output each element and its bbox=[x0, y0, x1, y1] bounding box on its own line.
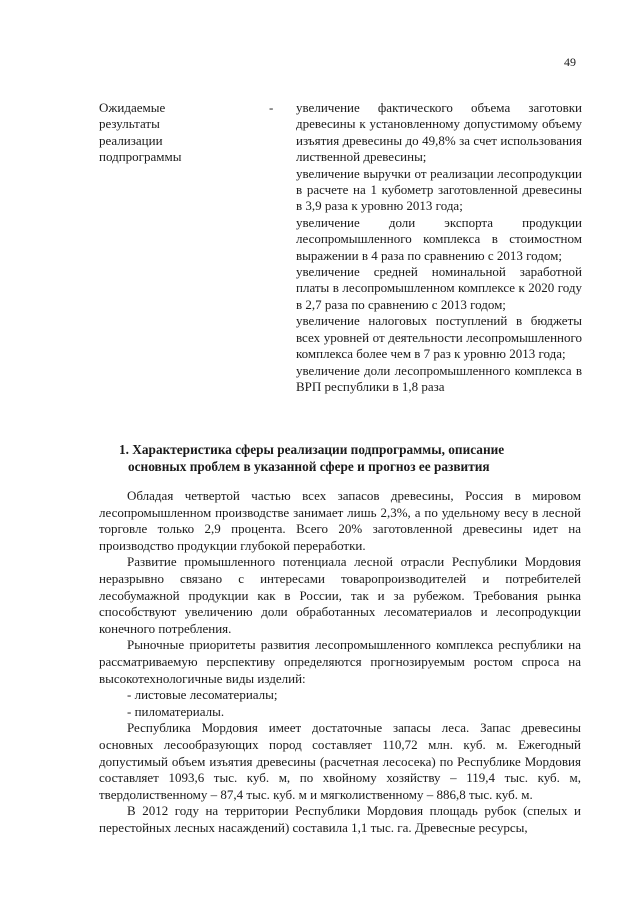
passport-result-item: увеличение средней номинальной заработной платы в лесопромышленном комплексе к 2020 году в 2,7 раза по сравнению с 2013 годом; bbox=[296, 264, 582, 312]
passport-result-item: увеличение выручки от реализации лесопродукции в расчете на 1 кубометр заготовленной древесины в 3,9 раза к уровню 2013 года; bbox=[296, 165, 582, 214]
paragraph: Обладая четвертой частью всех запасов древесины, Россия в мировом лесопромышленном производстве занимает лишь 2,3%, а по удельному весу в лесной торговле только 2,9 процента. Всего 20% заготовленной древесины идет на производство продукции глубокой переработки. bbox=[99, 488, 581, 553]
section-heading-line: основных проблем в указанной сфере и прогноз ее развития bbox=[128, 459, 490, 474]
body-text bbox=[99, 488, 581, 836]
page-number: 49 bbox=[564, 55, 576, 69]
section-heading-line: 1. Характеристика сферы реализации подпрограммы, описание bbox=[119, 442, 505, 457]
paragraph: Развитие промышленного потенциала лесной отрасли Республики Мордовия неразрывно связано с интересами товаропроизводителей и потребителей лесобумажной продукции как в России, так и за рубежом. Требования рынка способствуют увеличению доли обработанных лесоматериалов и лесопродукции конечного потребления. bbox=[99, 554, 581, 636]
passport-row-expected-results bbox=[99, 100, 582, 395]
passport-table bbox=[99, 100, 582, 395]
passport-dash: - bbox=[269, 100, 274, 115]
list-item: - пиломатериалы. bbox=[127, 703, 225, 719]
passport-label-line: реализации bbox=[99, 132, 163, 148]
passport-values bbox=[296, 100, 582, 395]
passport-result-item: увеличение доли лесопромышленного комплекса в ВРП республики в 1,8 раза bbox=[296, 362, 582, 394]
paragraph: Республика Мордовия имеет достаточные запасы леса. Запас древесины основных лесообразующих пород составляет 110,72 млн. куб. м. Ежегодный допустимый объем изъятия древесины (расчетная лесосека) по Республике Мордовия составляет 1093,6 тыс. куб. м, по хвойному хозяйству – 119,4 тыс. куб. м, твердолиственному – 87,4 тыс. куб. м и мягколиственному – 886,8 тыс. куб. м. bbox=[99, 720, 581, 802]
paragraph: В 2012 году на территории Республики Мордовия площадь рубок (спелых и перестойных лесных насаждений) составила 1,1 тыс. га. Древесные ресурсы, bbox=[99, 803, 581, 835]
list-item: - листовые лесоматериалы; bbox=[127, 687, 278, 703]
passport-label-line: результаты bbox=[99, 116, 160, 132]
paragraph: Рыночные приоритеты развития лесопромышленного комплекса республики на рассматриваемую перспективу определяются прогнозируемым ростом спроса на высокотехнологичные виды изделий: bbox=[99, 637, 581, 686]
passport-result-item: увеличение налоговых поступлений в бюджеты всех уровней от деятельности лесопромышленного комплекса более чем в 7 раз к уровню 2013 года; bbox=[296, 313, 582, 362]
section-heading bbox=[99, 441, 581, 475]
passport-result-item: увеличение доли экспорта продукции лесопромышленного комплекса в стоимостном выражении в 4 раза по сравнению с 2013 годом; bbox=[296, 214, 582, 263]
passport-label-line: Ожидаемые bbox=[99, 100, 166, 115]
passport-result-item: увеличение фактического объема заготовки древесины к установленному допустимому объему изъятия древесины до 49,8% за счет использования лиственной древесины; bbox=[296, 100, 582, 165]
passport-label bbox=[99, 100, 269, 395]
passport-label-line: подпрограммы bbox=[99, 149, 182, 165]
